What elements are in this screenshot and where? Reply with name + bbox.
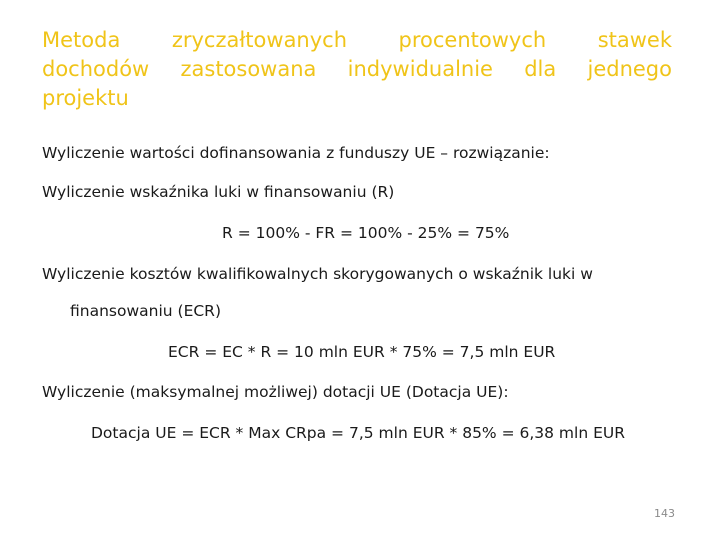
page-number: 143	[654, 507, 675, 520]
ecr-formula: ECR = EC * R = 10 mln EUR * 75% = 7,5 mln EUR	[168, 343, 556, 361]
title-line-2: dochodów zastosowana indywidualnie dla jednego	[42, 57, 672, 81]
title-line-1: Metoda zryczałtowanych procentowych stawek	[42, 28, 672, 52]
title-line-3: projektu	[42, 86, 129, 110]
gap-rate-formula: R = 100% - FR = 100% - 25% = 75%	[222, 224, 510, 242]
step-ecr-heading: Wyliczenie kosztów kwalifikowalnych skorygowanych o wskaźnik luki w	[42, 265, 593, 283]
step-grant-heading: Wyliczenie (maksymalnej możliwej) dotacji UE (Dotacja UE):	[42, 383, 509, 401]
step-gap-rate-heading: Wyliczenie wskaźnika luki w finansowaniu (R)	[42, 183, 395, 201]
step-ecr-heading-cont: finansowaniu (ECR)	[70, 302, 222, 320]
grant-formula: Dotacja UE = ECR * Max CRpa = 7,5 mln EUR * 85% = 6,38 mln EUR	[91, 424, 626, 442]
solution-intro: Wyliczenie wartości dofinansowania z funduszy UE – rozwiązanie:	[42, 144, 550, 162]
